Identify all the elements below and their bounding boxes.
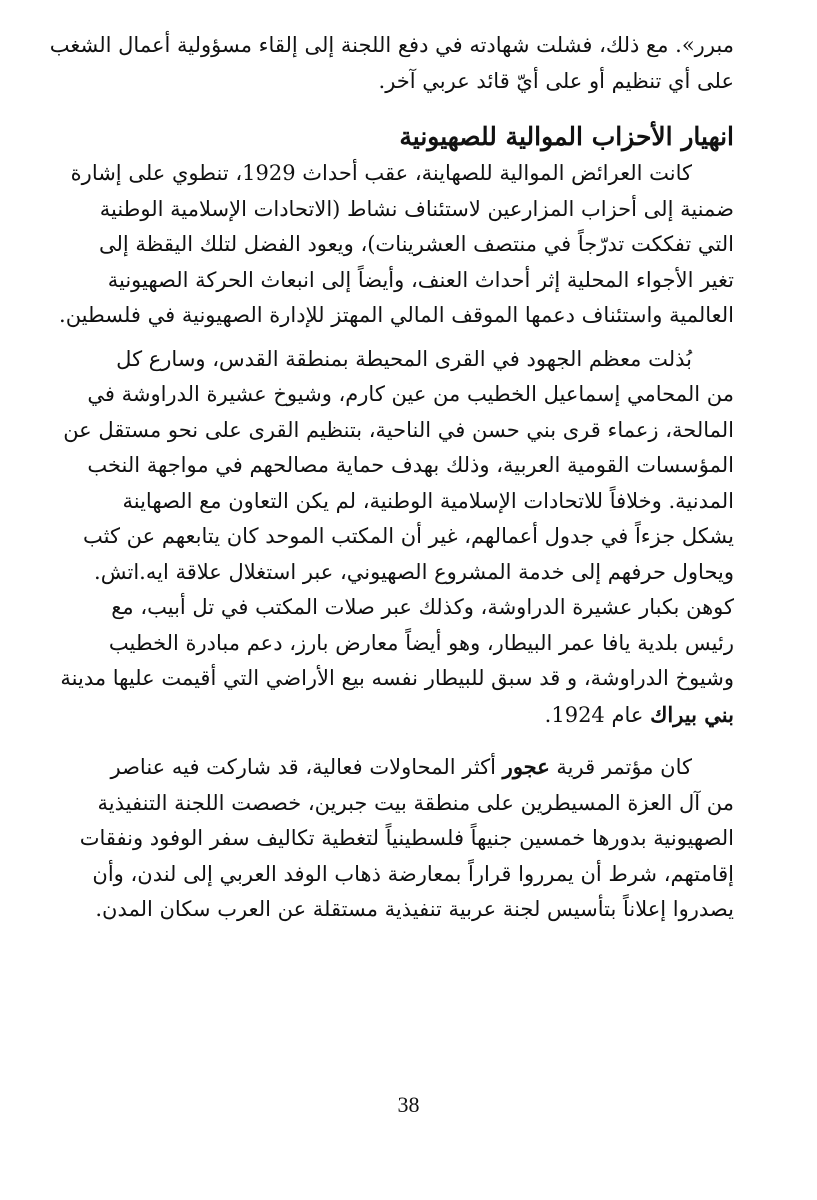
village-name: عجور [502,754,550,779]
text-line: من المحامي إسماعيل الخطيب من عين كارم، وشيوخ عشيرة الدراوشة في [87,382,734,406]
text-line: الصهيونية بدورها خمسين جنيهاً فلسطينياً لتغطية تكاليف سفر الوفود ونفقات [79,826,734,850]
text-line: المدنية. وخلافاً للاتحادات الإسلامية الوطنية، لم يكن التعاون مع الصهاينة [122,488,734,513]
place-name: بني بيراك [650,701,734,727]
text-line: على أي تنظيم أو على أيّ قائد عربي آخر. [378,68,734,93]
text-fragment: عام 1924. [544,702,651,727]
text-fragment: أكثر المحاولات فعالية، قد شاركت فيه عناصر [110,755,503,779]
text-line: وشيوخ الدراوشة، و قد سبق للبيطار نفسه بيع الأراضي التي أقيمت عليها مدينة [60,666,734,690]
text-line: تغير الأجواء المحلية إثر أحداث العنف، وأيضاً إلى انبعاث الحركة الصهيونية [107,267,734,292]
text-line: كانت العرائض الموالية للصهاينة، عقب أحداث 1929، تنطوي على إشارة [70,161,692,185]
text-fragment: كان مؤتمر قرية [549,755,692,779]
text-line: ويحاول حرفهم إلى خدمة المشروع الصهيوني، عبر استغلال علاقة ايه.اتش. [94,559,734,584]
text-line: إقامتهم، شرط أن يمرروا قراراً بمعارضة ذهاب الوفد العربي إلى لندن، وأن [92,861,734,886]
text-line: رئيس بلدية يافا عمر البيطار، وهو أيضاً معارض بارز، دعم مبادرة الخطيب [108,630,734,655]
text-line [88,697,734,734]
paragraph-3 [79,749,734,928]
text-line: مبرر». مع ذلك، فشلت شهادته في دفع اللجنة إلى إلقاء مسؤولية أعمال الشغب [49,33,734,57]
page-number: 38 [397,1092,420,1117]
text-line: يشكل جزءاً في جدول أعمالهم، غير أن المكتب الموحد كان يتابعهم عن كثب [83,524,734,548]
paragraph-1 [59,156,734,334]
text-line: كوهن بكبار عشيرة الدراوشة، وكذلك عبر صلات المكتب في تل أبيب، مع [111,595,734,619]
text-line: بُذلت معظم الجهود في القرى المحيطة بمنطقة القدس، وسارع كل [116,346,692,371]
paragraph-2 [60,342,734,734]
text-line: ضمنية إلى أحزاب المزارعين لاستئناف نشاط (الاتحادات الإسلامية الوطنية [99,196,734,221]
text-line: المؤسسات القومية العربية، وذلك بهدف حماية مصالحهم في مواجهة النخب [87,453,734,477]
text-line: يصدروا إعلاناً بتأسيس لجنة عربية تنفيذية مستقلة عن العرب سكان المدن. [95,897,734,921]
page-body [49,28,734,928]
text-line: من آل العزة المسيطرين على منطقة بيت جبرين، خصصت اللجنة التنفيذية [97,790,734,815]
text-line [88,749,734,786]
text-line: العالمية واستئناف دعمها الموقف المالي المهتز للإدارة الصهيونية في فلسطين. [59,303,734,327]
text-line: التي تفككت تدرّجاً في منتصف العشرينات)، ويعود الفضل لتلك اليقظة إلى [98,232,734,256]
section-heading: انهيار الأحزاب الموالية للصهيونية [399,122,734,151]
intro-paragraph [49,28,734,99]
text-line: المالحة، زعماء قرى بني حسن في الناحية، بتنظيم القرى على نحو مستقل عن [63,417,734,442]
